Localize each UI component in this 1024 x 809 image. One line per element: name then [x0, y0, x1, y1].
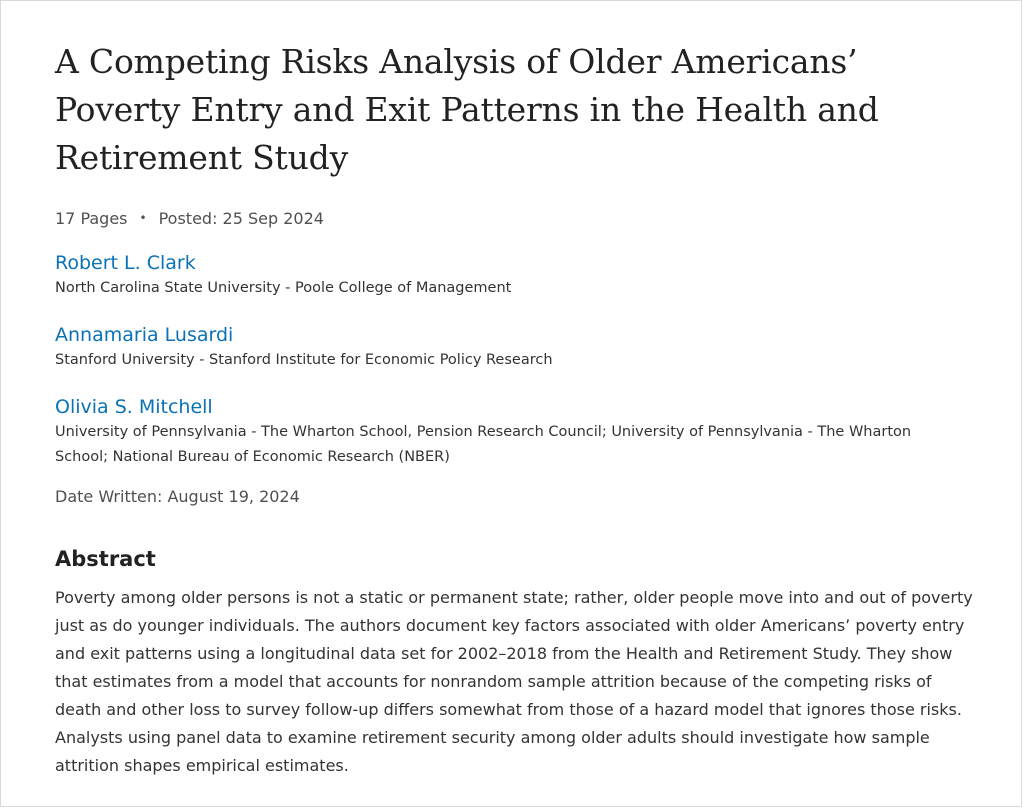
- author-link-clark[interactable]: Robert L. Clark: [55, 252, 196, 274]
- author-link-mitchell[interactable]: Olivia S. Mitchell: [55, 396, 213, 418]
- posted-date: Posted: 25 Sep 2024: [158, 208, 324, 228]
- author-affiliation-3: University of Pennsylvania - The Wharton School, Pension Research Council; University of Pennsylvania - The Wharton School; National Bureau of Economic Research (NBER): [55, 424, 912, 465]
- author-affiliation-1: North Carolina State University - Poole College of Management: [55, 280, 512, 296]
- date-written: Date Written: August 19, 2024: [55, 487, 300, 506]
- author-link-lusardi[interactable]: Annamaria Lusardi: [55, 324, 234, 346]
- paper-meta: [55, 205, 985, 231]
- author-block-3: [55, 394, 985, 470]
- author-block-2: [55, 322, 985, 373]
- abstract-text: Poverty among older persons is not a static or permanent state; rather, older people move into and out of poverty just as do younger individuals. The authors document key factors associated with older Americans’ poverty entry and exit patterns using a longitudinal data set for 2002–2018 from the Health and Retirement Study. They show that estimates from a model that accounts for nonrandom sample attrition because of the competing risks of death and other loss to survey follow-up differs somewhat from those of a hazard model that ignores those risks. Analysts using panel data to examine retirement security among older adults should investigate how sample attrition shapes empirical estimates.: [55, 588, 973, 775]
- paper-title: A Competing Risks Analysis of Older Americans’ Poverty Entry and Exit Patterns in the Health and Retirement Study: [55, 42, 879, 177]
- abstract-heading: Abstract: [55, 547, 156, 571]
- author-block-1: [55, 250, 985, 301]
- page-count: 17 Pages: [55, 208, 128, 228]
- paper-content: [55, 30, 985, 780]
- meta-separator: •: [139, 211, 147, 225]
- author-affiliation-2: Stanford University - Stanford Institute for Economic Policy Research: [55, 352, 553, 368]
